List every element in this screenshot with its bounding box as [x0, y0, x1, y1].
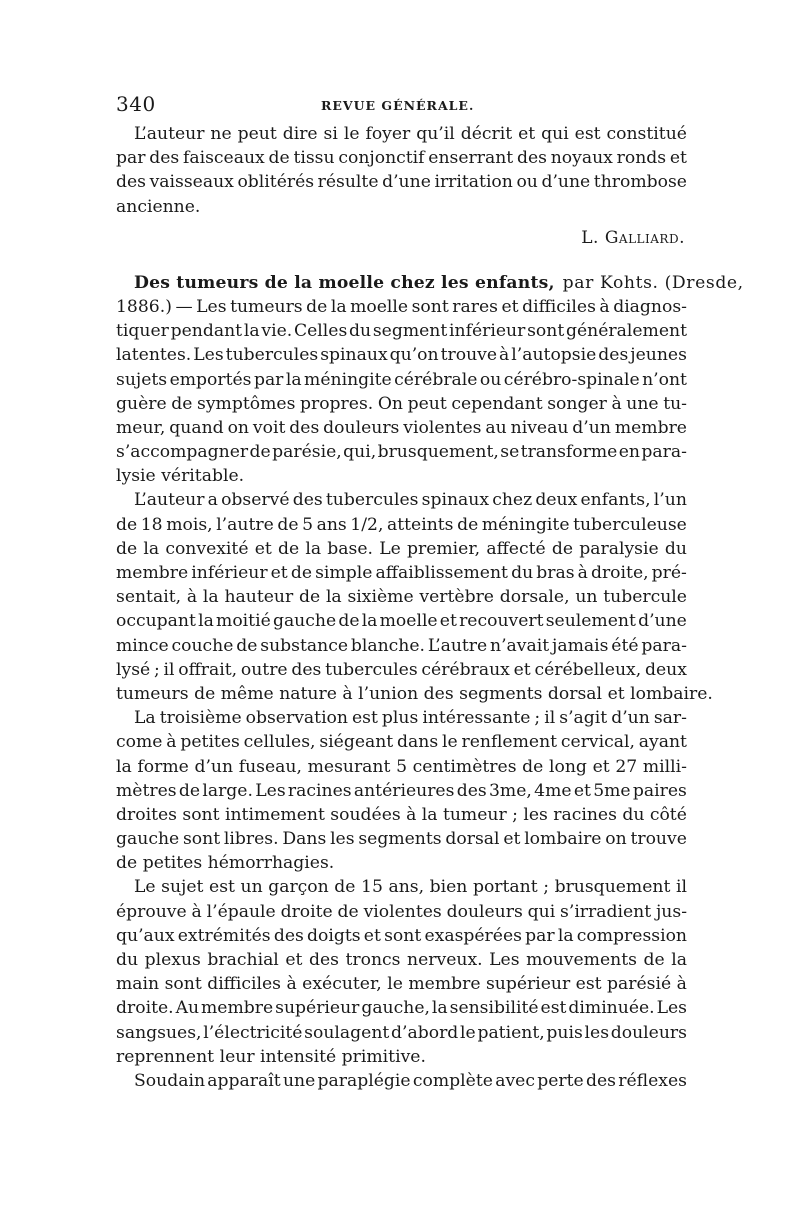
- text-line: droite. Au membre supérieur gauche, la sensibilité est diminuée. Les: [116, 998, 687, 1019]
- article-paragraph-2: [116, 488, 713, 706]
- text-line: mince couche de substance blanche. L’autre n’avait jamais été para-: [116, 635, 687, 656]
- text-line: sangsues, l’électricité soulagent d’abord le patient, puis les douleurs: [116, 1022, 687, 1043]
- running-title: REVUE GÉNÉRALE.: [321, 98, 475, 113]
- text-line: occupant la moitié gauche de la moelle et recouvert seulement d’une: [116, 611, 687, 632]
- text-line: Soudain apparaît une paraplégie complète avec perte des réflexes: [134, 1070, 687, 1091]
- article-paragraph-4: [116, 875, 687, 1069]
- text-line: qu’aux extrémités des doigts et sont exaspérées par la compression: [116, 925, 687, 946]
- text-line: éprouve à l’épaule droite de violentes douleurs qui s’irradient jus-: [116, 901, 687, 922]
- text-line: la forme d’un fuseau, mesurant 5 centimètres de long et 27 milli-: [116, 756, 687, 777]
- article-paragraph-3: [116, 706, 687, 875]
- page-number: 340: [116, 92, 156, 116]
- text-line: latentes. Les tubercules spinaux qu’on trouve à l’autopsie des jeunes: [116, 345, 687, 366]
- text-line: de 18 mois, l’autre de 5 ans 1/2, atteints de méningite tuberculeuse: [116, 514, 687, 535]
- text-line: lysé ; il offrait, outre des tubercules cérébraux et cérébelleux, deux: [116, 659, 687, 680]
- text-line: de petites hémorrhagies.: [116, 853, 335, 874]
- text-line: tumeurs de même nature à l’union des segments dorsal et lombaire.: [116, 683, 713, 704]
- author-signature: L. Galliard.: [581, 227, 685, 248]
- text-line: sentait, à la hauteur de la sixième vertèbre dorsale, un tubercule: [116, 587, 687, 608]
- page-header: [116, 92, 687, 122]
- text-line: mètres de large. Les racines antérieures des 3me, 4me et 5me paires: [116, 780, 687, 801]
- text-line: guère de symptômes propres. On peut cependant songer à une tu-: [116, 393, 687, 414]
- text-line: des vaisseaux oblitérés résulte d’une irritation ou d’une thrombose: [116, 172, 687, 193]
- text-line: sujets emportés par la méningite cérébrale ou cérébro-spinale n’ont: [116, 369, 687, 390]
- text-line: lysie véritable.: [116, 466, 245, 487]
- text-line: L’auteur a observé des tubercules spinaux chez deux enfants, l’un: [134, 490, 687, 511]
- article-title-line: [116, 271, 744, 295]
- text-line: La troisième observation est plus intéressante ; il s’agit d’un sar-: [134, 708, 687, 729]
- text-line: du plexus brachial et des troncs nerveux. Les mouvements de la: [116, 950, 687, 970]
- text-line: main sont difficiles à exécuter, le membre supérieur est parésié à: [116, 974, 687, 995]
- book-page: [116, 92, 744, 1093]
- text-line: come à petites cellules, siégeant dans le renflement cervical, ayant: [116, 732, 687, 753]
- text-line: gauche sont libres. Dans les segments dorsal et lombaire on trouve: [116, 829, 687, 850]
- text-line: de la convexité et de la base. Le premier, affecté de paralysie du: [116, 538, 687, 559]
- text-line: membre inférieur et de simple affaiblissement du bras à droite, pré-: [116, 563, 687, 583]
- text-line: ancienne.: [116, 196, 201, 217]
- text-line: tiquer pendant la vie. Celles du segment inférieur sont généralement: [116, 321, 687, 342]
- review-paragraph-1: [116, 122, 687, 219]
- text-line: par des faisceaux de tissu conjonctif enserrant des noyaux ronds et: [116, 148, 687, 169]
- text-line: Le sujet est un garçon de 15 ans, bien portant ; brusquement il: [134, 877, 687, 898]
- text-line: L’auteur ne peut dire si le foyer qu’il décrit et qui est constitué: [134, 124, 687, 144]
- text-line: s’accompagner de parésie, qui, brusquement, se transforme en para-: [116, 442, 687, 463]
- text-line: meur, quand on voit des douleurs violentes au niveau d’un membre: [116, 417, 687, 438]
- text-line: 1886.) — Les tumeurs de la moelle sont rares et difficiles à diagnos-: [116, 296, 687, 317]
- article-paragraph-5: [116, 1069, 687, 1093]
- text-line: reprennent leur intensité primitive.: [116, 1046, 426, 1067]
- article-title: Des tumeurs de la moelle chez les enfants,: [134, 272, 555, 293]
- article-title-author: par Kohts. (Dresde,: [562, 272, 744, 293]
- text-line: droites sont intimement soudées à la tumeur ; les racines du côté: [116, 804, 687, 825]
- article-paragraph-1: [116, 295, 687, 489]
